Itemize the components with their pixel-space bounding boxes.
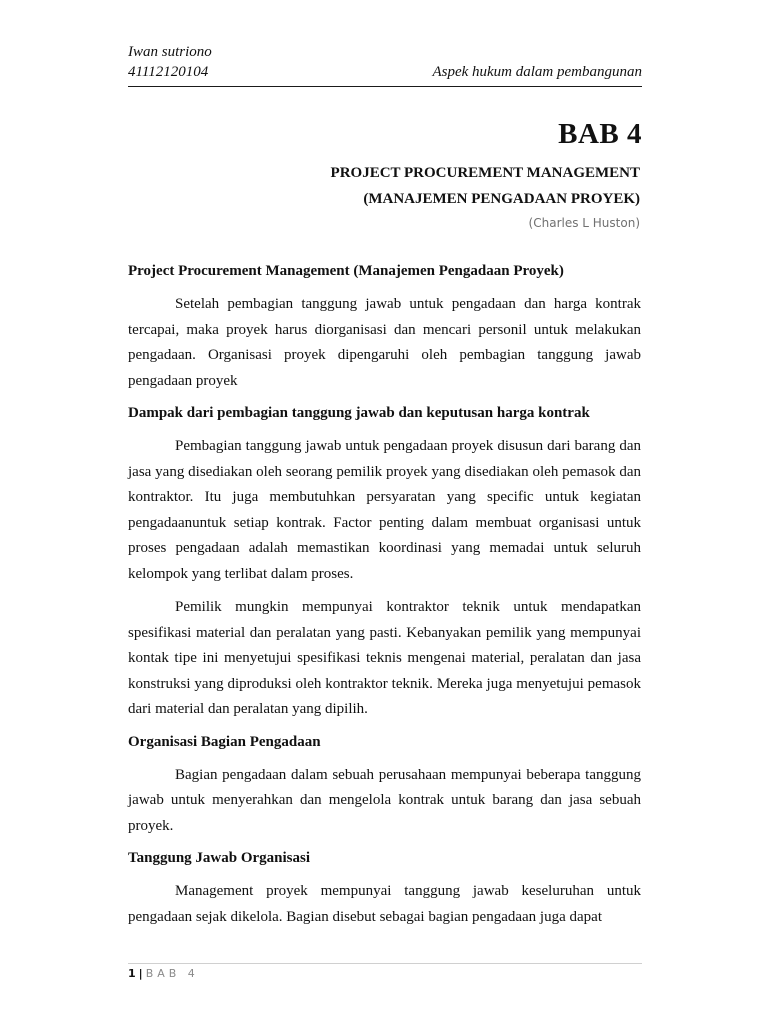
footer-separator: | (138, 967, 143, 980)
header-author: Iwan sutriono (128, 44, 212, 60)
body-paragraph: Bagian pengadaan dalam sebuah perusahaan mempunyai beberapa tanggung jawab untuk menyerahkan dan mengelola kontrak untuk barang dan jasa sebuah proyek. (128, 766, 641, 834)
section-heading: Dampak dari pembagian tanggung jawab dan keputusan harga kontrak (128, 405, 590, 421)
body-paragraph: Setelah pembagian tanggung jawab untuk pengadaan dan harga kontrak tercapai, maka proyek harus diorganisasi dan mencari personil untuk melakukan pengadaan. Organisasi proyek dipengaruhi oleh pembagian tanggung jawab pengadaan proyek (128, 296, 641, 389)
footer-chapter-label: BAB 4 (145, 967, 199, 980)
header-student-id: 41112120104 (128, 64, 209, 80)
page-header (128, 40, 642, 87)
section-heading: Tanggung Jawab Organisasi (128, 850, 311, 866)
body-paragraph: Pembagian tanggung jawab untuk pengadaan proyek disusun dari barang dan jasa yang disediakan oleh seorang pemilik proyek yang disediakan oleh pemasok dan kontraktor. Itu juga membutuhkan persyaratan yang specific untuk kegiatan pengadaanuntuk setiap kontrak. Factor penting dalam membuat organisasi untuk proses pengadaan adalah memastikan koordinasi yang memadai untuk seluruh kelompok yang terlibat dalam proses. (128, 438, 641, 582)
footer-divider (128, 963, 642, 964)
document-body (128, 260, 641, 930)
page-number: 1 (128, 967, 136, 980)
section-heading: Organisasi Bagian Pengadaan (128, 733, 321, 750)
body-paragraph: Management proyek mempunyai tanggung jawab keseluruhan untuk pengadaan sejak dikelola. Bagian disebut sebagai bagian pengadaan juga dapat (128, 883, 641, 925)
chapter-title: BAB 4 (558, 118, 642, 150)
chapter-source: (Charles L Huston) (528, 216, 640, 230)
page-footer (128, 967, 199, 980)
section-heading: Project Procurement Management (Manajemen Pengadaan Proyek) (128, 263, 564, 279)
chapter-subtitle-id: (MANAJEMEN PENGADAAN PROYEK) (363, 191, 640, 207)
header-course: Aspek hukum dalam pembangunan (432, 64, 642, 80)
body-paragraph: Pemilik mungkin mempunyai kontraktor teknik untuk mendapatkan spesifikasi material dan peralatan yang pasti. Kebanyakan pemilik yang mempunyai kontak tipe ini menyetujui spesifikasi teknis mengenai material, peralatan dan jasa konstruksi yang diproduksi oleh kontraktor teknik. Mereka juga menyetujui pemasok dari material dan peralatan yang dipilih. (128, 599, 641, 717)
chapter-subtitle-en: PROJECT PROCUREMENT MANAGEMENT (330, 165, 640, 181)
